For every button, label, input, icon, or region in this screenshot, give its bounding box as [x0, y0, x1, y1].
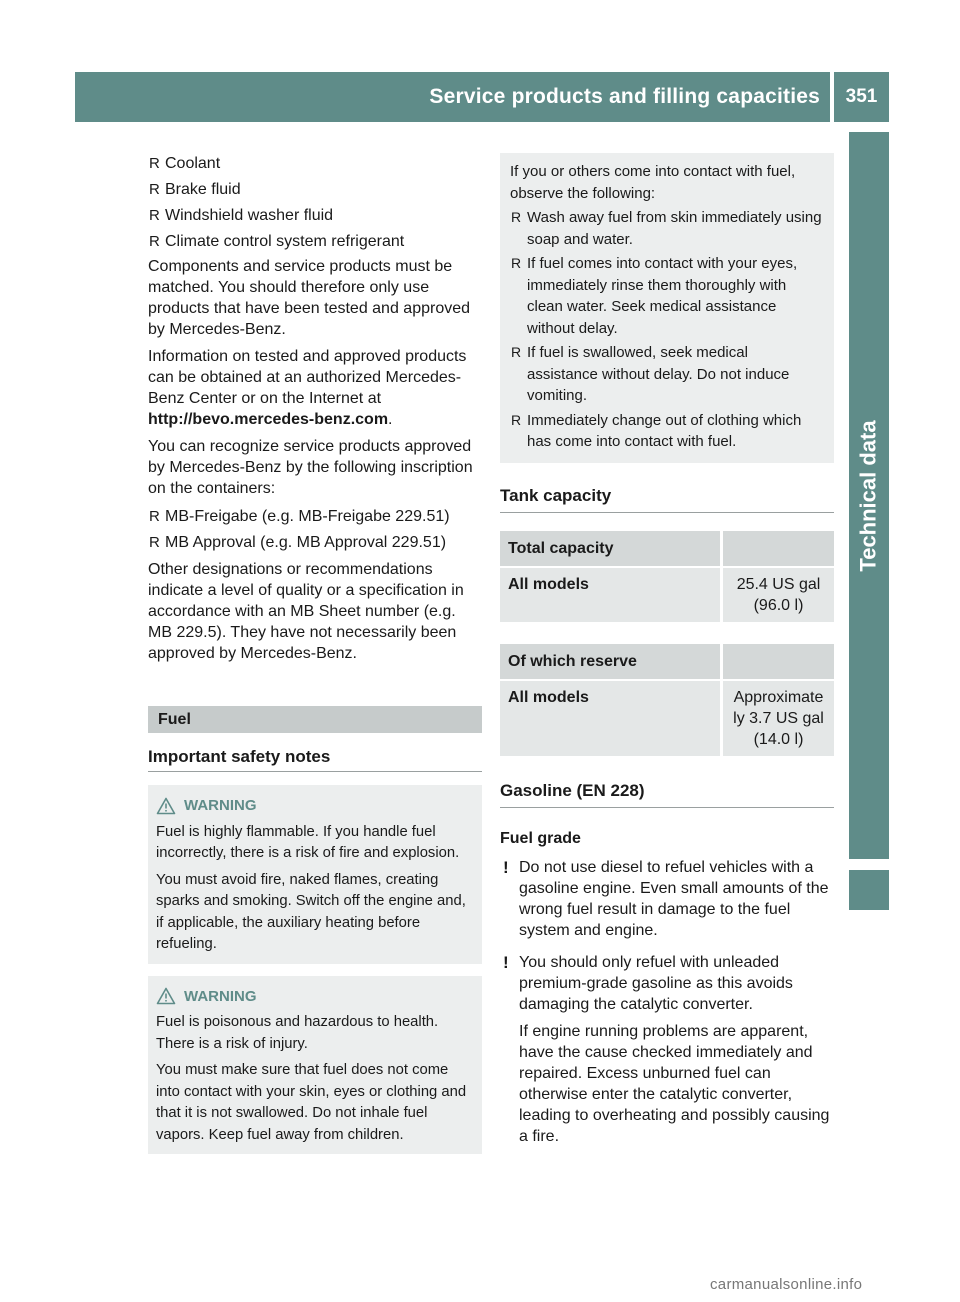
side-tab-label: Technical data [856, 419, 882, 572]
subheading: Important safety notes [148, 746, 482, 772]
cell-line: (96.0 l) [753, 596, 804, 614]
table-header-cell: Total capacity [500, 531, 720, 566]
paragraph: You can recognize service products approved by Mercedes-Benz by the following inscription on the containers: [148, 438, 473, 497]
notice-text: If engine running problems are apparent, have the cause checked immediately and repaired. Excess unburned fuel can otherwise enter the catalytic converter, leading to overheating and possibly causing a fire. [519, 1022, 830, 1145]
warning-label: WARNING [184, 797, 257, 814]
table-cell: All models [500, 679, 720, 756]
list-item: R Coolant [148, 153, 482, 174]
warning-header [156, 795, 474, 817]
cell-line: Approximate [733, 688, 824, 706]
info-intro: If you or others come into contact with fuel, observe the following: [510, 163, 796, 202]
warning-triangle-icon [156, 797, 176, 815]
notice-mark: ! [503, 952, 509, 972]
paragraph [148, 346, 482, 430]
list-item: R MB Approval (e.g. MB Approval 229.51) [148, 532, 482, 553]
warning-box [148, 785, 482, 964]
warning-text: Fuel is poisonous and hazardous to health. There is a risk of injury. [156, 1014, 439, 1052]
reserve-table [500, 644, 834, 756]
list-item: R Wash away fuel from skin immediately using soap and water. [510, 207, 822, 250]
side-tab-marker [849, 870, 889, 910]
table-header-row [500, 531, 834, 566]
notice-item [500, 857, 834, 941]
list-item: R Climate control system refrigerant [148, 231, 482, 252]
list-item: R Brake fluid [148, 179, 482, 200]
list-item: R Windshield washer fluid [148, 205, 482, 226]
cell-line: (14.0 l) [753, 730, 804, 748]
notice-text: You should only refuel with unleaded premium-grade gasoline as this avoids damaging the catalytic converter. [519, 953, 793, 1013]
table-row [500, 566, 834, 622]
warning-box [148, 976, 482, 1155]
list-item: R If fuel is swallowed, seek medical assistance without delay. Do not induce vomiting. [510, 342, 822, 407]
info-box [500, 153, 834, 463]
side-tab-label-wrap [849, 132, 889, 859]
warning-text: You must avoid fire, naked flames, creating sparks and smoking. Switch off the engine and, if applicable, the auxiliary heating before refueling. [156, 871, 466, 952]
capacity-table [500, 531, 834, 622]
paragraph: Other designations or recommendations indicate a level of quality or a specification in accordance with an MB Sheet number (e.g. MB 229.5). They have not necessarily been approved by Mercedes-Benz. [148, 561, 464, 662]
table-header-cell: Of which reserve [500, 644, 720, 679]
subheading: Tank capacity [500, 485, 834, 513]
table-header-cell [720, 531, 834, 566]
section-title: Fuel [148, 706, 482, 733]
page-title: Service products and filling capacities [429, 85, 820, 108]
warning-text: You must make sure that fuel does not come into contact with your skin, eyes or clothing and that it is not swallowed. Do not inhale fuel vapors. Keep fuel away from children. [156, 1062, 467, 1143]
website-link[interactable]: http://bevo.mercedes-benz.com [148, 411, 389, 428]
cell-line: 25.4 US gal [736, 575, 821, 593]
subheading: Gasoline (EN 228) [500, 780, 834, 808]
notice-text: Do not use diesel to refuel vehicles with a gasoline engine. Even small amounts of the wrong fuel result in damage to the fuel system and engine. [519, 858, 829, 939]
cell-line: ly 3.7 US gal [733, 709, 824, 727]
table-header-cell [720, 644, 834, 679]
notice-item [500, 952, 834, 1147]
table-row [500, 679, 834, 756]
left-column [148, 153, 482, 1154]
warning-header [156, 986, 474, 1008]
right-column [500, 153, 834, 1147]
notice-mark: ! [503, 857, 509, 877]
watermark: carmanualsonline.info [710, 1276, 863, 1293]
fuel-grade-label: Fuel grade [500, 829, 581, 847]
table-header-row [500, 644, 834, 679]
table-cell: All models [500, 566, 720, 622]
warning-triangle-icon [156, 987, 176, 1005]
warning-text: Fuel is highly flammable. If you handle fuel incorrectly, there is a risk of fire and explosion. [156, 823, 460, 861]
paragraph-text: . [388, 411, 393, 428]
list-item: R Immediately change out of clothing which has come into contact with fuel. [510, 410, 822, 453]
list-item: R MB-Freigabe (e.g. MB-Freigabe 229.51) [148, 506, 482, 527]
table-cell [720, 679, 834, 756]
paragraph-text: Information on tested and approved products can be obtained at an authorized Mercedes-Benz Center or on the Internet at [148, 348, 467, 407]
table-cell [720, 566, 834, 622]
page-number: 351 [834, 72, 889, 122]
warning-label: WARNING [184, 987, 257, 1005]
list-item: R If fuel comes into contact with your eyes, immediately rinse them thoroughly with clean water. Seek medical assistance without delay. [510, 253, 822, 339]
paragraph: Components and service products must be matched. You should therefore only use products that have been tested and approved by Mercedes-Benz. [148, 258, 471, 338]
